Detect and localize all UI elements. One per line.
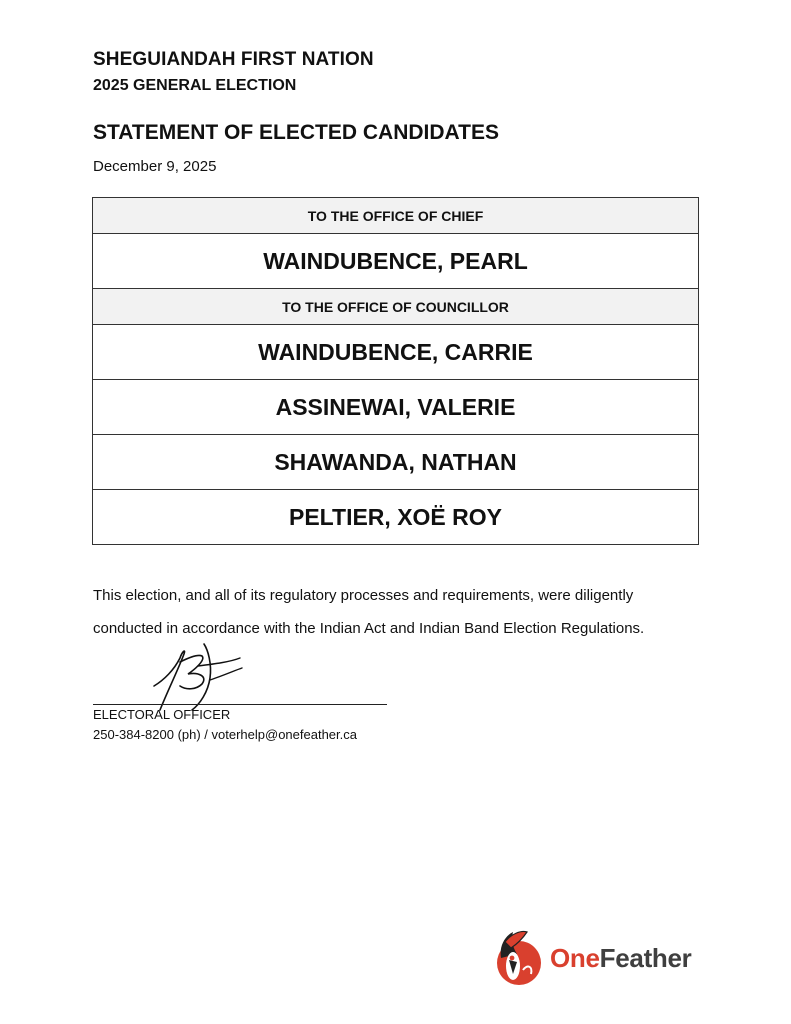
- office-heading: TO THE OFFICE OF COUNCILLOR: [93, 289, 699, 325]
- compliance-line: This election, and all of its regulatory processes and requirements, were diligently: [93, 587, 634, 604]
- officer-contact: 250-384-8200 (ph) / voterhelp@onefeather.ca: [93, 727, 357, 742]
- compliance-statement: [93, 579, 723, 645]
- candidate-row: [93, 234, 699, 289]
- logo-word-feather: Feather: [599, 943, 692, 973]
- results-table: [92, 197, 699, 545]
- organization-name: SHEGUIANDAH FIRST NATION: [93, 49, 374, 70]
- onefeather-logo: [491, 928, 711, 990]
- signature-line: [93, 704, 387, 705]
- candidate-row: [93, 325, 699, 380]
- candidate-name: WAINDUBENCE, PEARL: [93, 234, 699, 289]
- office-row-chief: [93, 198, 699, 234]
- compliance-line: conducted in accordance with the Indian Act and Indian Band Election Regulations.: [93, 620, 645, 637]
- candidate-row: [93, 490, 699, 545]
- signature-mark: [118, 640, 278, 712]
- statement-date: December 9, 2025: [93, 158, 217, 175]
- logo-word-one: One: [550, 943, 600, 973]
- statement-title: STATEMENT OF ELECTED CANDIDATES: [93, 121, 499, 144]
- candidate-name: WAINDUBENCE, CARRIE: [93, 325, 699, 380]
- candidate-name: ASSINEWAI, VALERIE: [93, 380, 699, 435]
- candidate-name: PELTIER, XOË ROY: [93, 490, 699, 545]
- feather-mask-icon: [491, 928, 549, 990]
- election-name: 2025 GENERAL ELECTION: [93, 77, 297, 94]
- candidate-row: [93, 380, 699, 435]
- officer-title: ELECTORAL OFFICER: [93, 707, 231, 722]
- office-row-councillor: [93, 289, 699, 325]
- signature-block: [93, 640, 413, 750]
- logo-wordmark: [550, 943, 692, 974]
- candidate-name: SHAWANDA, NATHAN: [93, 435, 699, 490]
- candidate-row: [93, 435, 699, 490]
- office-heading: TO THE OFFICE OF CHIEF: [93, 198, 699, 234]
